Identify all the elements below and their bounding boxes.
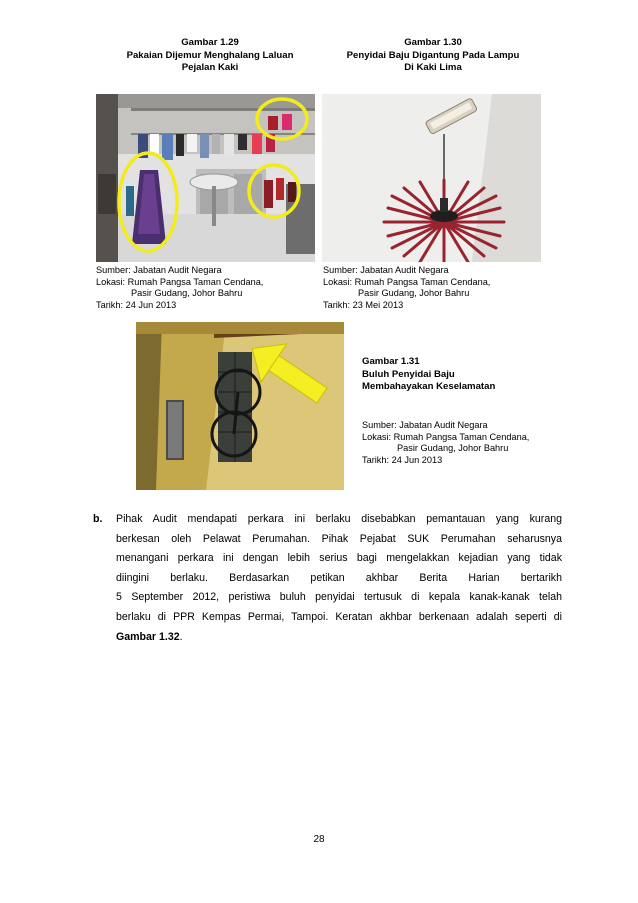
fig129-location-line1: Lokasi: Rumah Pangsa Taman Cendana, xyxy=(96,276,264,287)
paragraph-line: berkesan oleh Pelawat Perumahan. Pihak Pejabat SUK Perumahan seharusnya xyxy=(116,532,562,545)
paragraph-figure-ref: Gambar 1.32 xyxy=(116,630,180,643)
fig131-source: Sumber: Jabatan Audit Negara xyxy=(362,420,488,430)
fig131-location-line2: Pasir Gudang, Johor Bahru xyxy=(397,443,509,454)
paragraph-line: 5 September 2012, peristiwa buluh penyidai tertusuk di kepala kanak-kanak telah xyxy=(116,591,562,604)
paragraph-line: menangani perkara ini dengan lebih serius bagi mengelakkan kejadian yang tidak xyxy=(116,552,562,565)
paragraph-line: diingini berlaku. Berdasarkan petikan akhbar Berita Harian bertarikh xyxy=(116,571,562,584)
fig131-title-line1: Buluh Penyidai Baju xyxy=(362,368,455,380)
fig129-title-line2: Pejalan Kaki xyxy=(181,62,239,73)
fig129-photo xyxy=(96,94,315,262)
fig131-date: Tarikh: 24 Jun 2013 xyxy=(362,454,443,465)
fig129-title-line1: Pakaian Dijemur Menghalang Laluan xyxy=(126,49,294,61)
fig129-caption xyxy=(100,37,320,75)
fig129-location-line2: Pasir Gudang, Johor Bahru xyxy=(131,288,243,299)
fig130-source-block xyxy=(323,265,490,311)
fig129-number: Gambar 1.29 xyxy=(181,37,239,48)
fig131-photo xyxy=(136,322,344,490)
fig129-source: Sumber: Jabatan Audit Negara xyxy=(96,265,222,275)
fig131-caption xyxy=(362,356,495,394)
fig130-number: Gambar 1.30 xyxy=(404,37,462,48)
fig129-source-block xyxy=(96,265,263,311)
fig130-photo xyxy=(322,94,541,262)
fig130-location-line2: Pasir Gudang, Johor Bahru xyxy=(358,288,470,299)
paragraph-body xyxy=(116,510,562,647)
fig131-source-block xyxy=(362,420,529,466)
fig130-title-line1: Penyidai Baju Digantung Pada Lampu xyxy=(346,49,520,61)
paragraph-marker: b. xyxy=(93,513,103,525)
paragraph-line: berlaku di PPR Kempas Permai, Tampoi. Keratan akhbar berkenaan adalah seperti di xyxy=(116,610,562,623)
page-number: 28 xyxy=(313,834,325,845)
paragraph-ref-suffix: . xyxy=(179,630,183,643)
fig130-location-line1: Lokasi: Rumah Pangsa Taman Cendana, xyxy=(323,276,491,287)
fig130-caption xyxy=(322,37,544,75)
fig130-date: Tarikh: 23 Mei 2013 xyxy=(323,299,404,310)
fig131-location-line1: Lokasi: Rumah Pangsa Taman Cendana, xyxy=(362,431,530,442)
fig131-number: Gambar 1.31 xyxy=(362,356,420,367)
fig129-date: Tarikh: 24 Jun 2013 xyxy=(96,299,177,310)
fig130-title-line2: Di Kaki Lima xyxy=(404,62,462,73)
paragraph-line: Pihak Audit mendapati perkara ini berlaku disebabkan pemantauan yang kurang xyxy=(116,513,562,525)
fig131-title-line2: Membahayakan Keselamatan xyxy=(362,381,496,393)
fig130-source: Sumber: Jabatan Audit Negara xyxy=(323,265,449,275)
paragraph-line-last xyxy=(116,628,562,648)
